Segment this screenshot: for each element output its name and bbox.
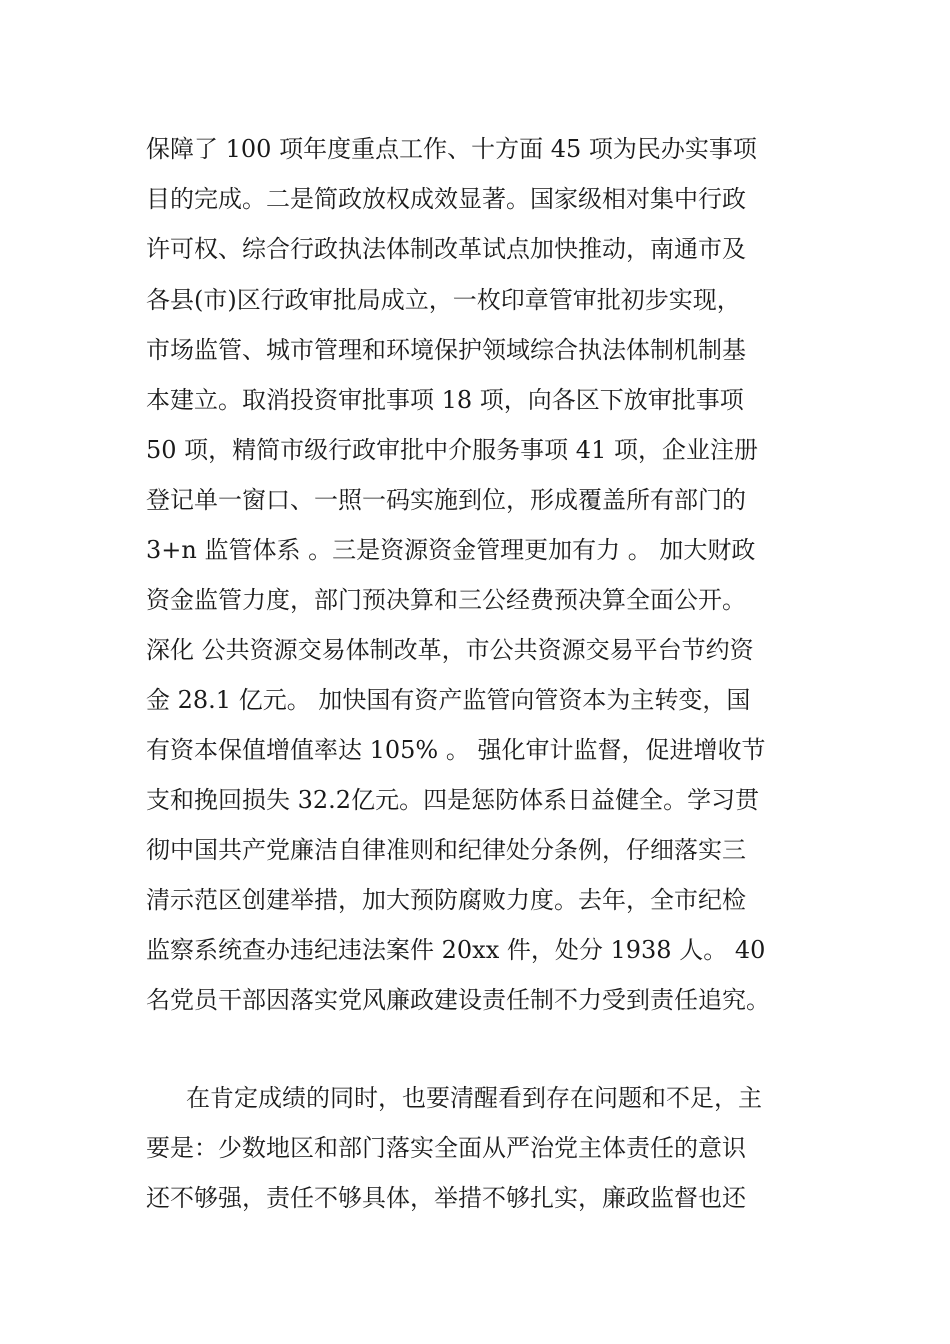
text-line: 名党员干部因落实党风廉政建设责任制不力受到责任追究。	[146, 986, 770, 1014]
text-line: 要是：少数地区和部门落实全面从严治党主体责任的意识	[146, 1134, 746, 1162]
text-line: 本建立。取消投资审批事项 18 项，向各区下放审批事项	[146, 386, 744, 414]
text-line: 3+n 监管体系 。三是资源资金管理更加有力 。 加大财政	[146, 536, 756, 564]
text-line: 支和挽回损失 32.2亿元。四是惩防体系日益健全。学习贯	[146, 786, 760, 814]
text-line: 许可权、综合行政执法体制改革试点加快推动，南通市及	[146, 235, 746, 263]
text-line: 在肯定成绩的同时，也要清醒看到存在问题和不足，主	[186, 1084, 762, 1112]
text-line: 目的完成。二是简政放权成效显著。国家级相对集中行政	[146, 185, 746, 213]
text-line: 有资本保值增值率达 105% 。 强化审计监督，促进增收节	[146, 736, 766, 764]
text-line: 市场监管、城市管理和环境保护领域综合执法体制机制基	[146, 336, 746, 364]
text-line: 彻中国共产党廉洁自律准则和纪律处分条例，仔细落实三	[146, 836, 746, 864]
text-line: 监察系统查办违纪违法案件 20xx 件，处分 1938 人。 40	[146, 936, 766, 964]
text-line: 还不够强，责任不够具体，举措不够扎实，廉政监督也还	[146, 1184, 746, 1212]
text-line: 资金监管力度，部门预决算和三公经费预决算全面公开。	[146, 586, 746, 614]
text-line: 登记单一窗口、一照一码实施到位，形成覆盖所有部门的	[146, 486, 746, 514]
text-line: 清示范区创建举措，加大预防腐败力度。去年，全市纪检	[146, 886, 746, 914]
text-line: 深化 公共资源交易体制改革，市公共资源交易平台节约资	[146, 636, 754, 664]
text-line: 金 28.1 亿元。 加快国有资产监管向管资本为主转变，国	[146, 686, 751, 714]
text-line: 保障了 100 项年度重点工作、十方面 45 项为民办实事项	[146, 135, 757, 163]
text-line: 各县(市)区行政审批局成立，一枚印章管审批初步实现，	[146, 286, 741, 314]
text-line: 50 项，精简市级行政审批中介服务事项 41 项，企业注册	[146, 436, 758, 464]
